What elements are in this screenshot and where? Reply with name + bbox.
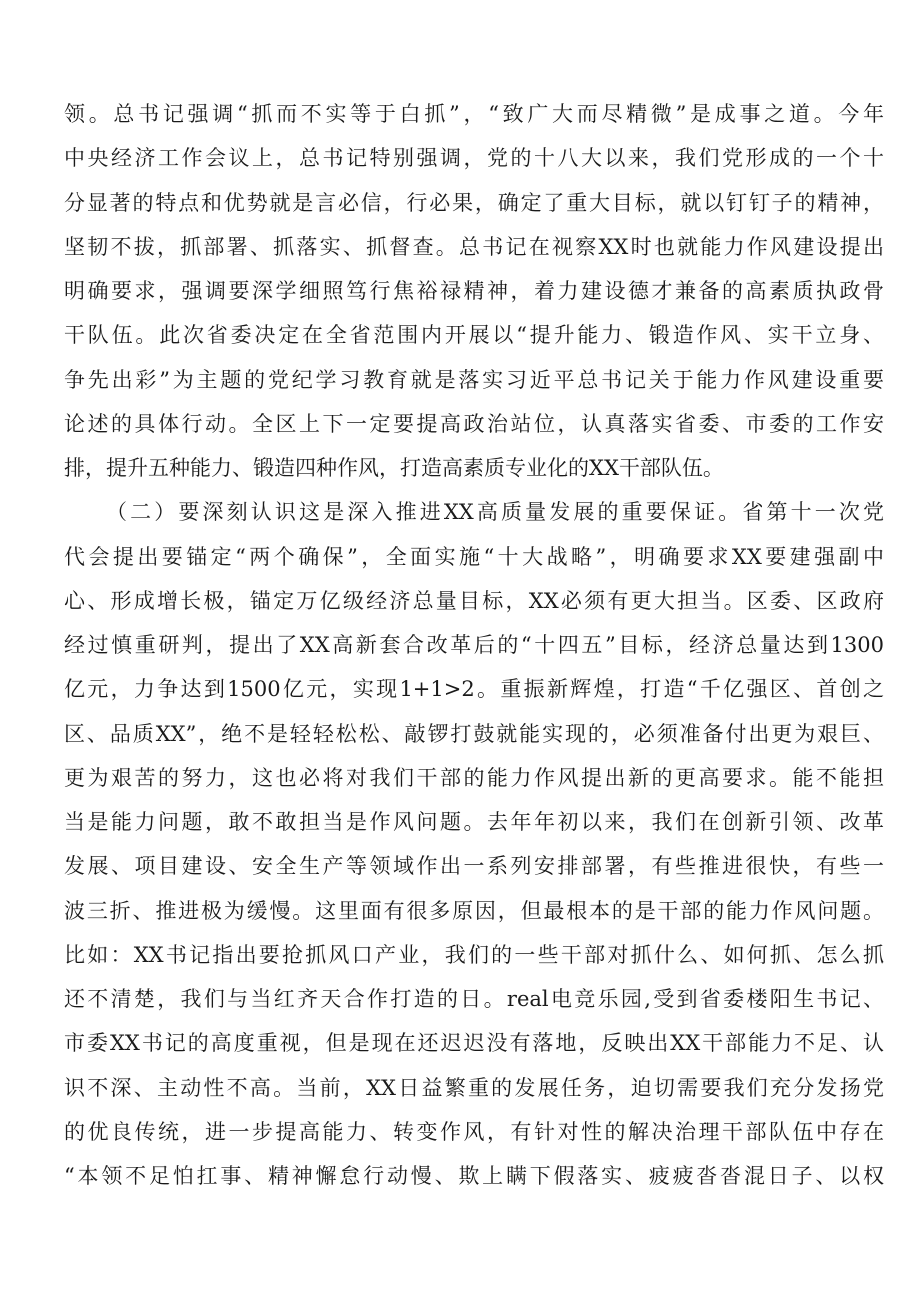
paragraph-2-line-12: 还不清楚，我们与当红齐天合作打造的日。real电竞乐园,受到省委楼阳生书记、 — [64, 987, 884, 1011]
paragraph-1-line-3: 分显著的特点和优势就是言必信，行必果，确定了重大目标，就以钉钉子的精神， — [64, 190, 884, 215]
paragraph-1-line-9: 排，提升五种能力、锻造四种作风，打造高素质专业化的XX干部队伍。 — [64, 456, 724, 480]
paragraph-2-line-7: 更为艰苦的努力，这也必将对我们干部的能力作风提出新的更高要求。能不能担 — [64, 765, 884, 790]
paragraph-2-line-1: （二）要深刻认识这是深入推进XX高质量发展的重要保证。省第十一次党 — [106, 500, 884, 525]
paragraph-2-line-4: 经过慎重研判，提出了XX高新套合改革后的“十四五”目标，经济总量达到1300 — [64, 633, 884, 657]
paragraph-1-line-1: 领。总书记强调“抓而不实等于白抓”，“致广大而尽精微”是成事之道。今年 — [64, 102, 884, 126]
paragraph-2-line-9: 发展、项目建设、安全生产等领域作出一系列安排部署，有些推进很快，有些一 — [64, 854, 884, 879]
paragraph-1-line-6: 干队伍。此次省委决定在全省范围内开展以“提升能力、锻造作风、实干立身、 — [64, 323, 884, 348]
paragraph-2-line-15: 的优良传统，进一步提高能力、转变作风，有针对性的解决治理干部队伍中存在 — [64, 1119, 884, 1144]
paragraph-2-line-16: “本领不足怕扛事、精神懈怠行动慢、欺上瞒下假落实、疲疲沓沓混日子、以权 — [64, 1164, 884, 1188]
paragraph-2-line-14: 识不深、主动性不高。当前，XX日益繁重的发展任务，迫切需要我们充分发扬党 — [64, 1075, 884, 1100]
paragraph-2-line-5: 亿元，力争达到1500亿元，实现1+1>2。重振新辉煌，打造“千亿强区、首创之 — [64, 677, 884, 702]
paragraph-1-line-4: 坚韧不拔，抓部署、抓落实、抓督查。总书记在视察XX时也就能力作风建设提出 — [64, 234, 884, 259]
paragraph-1-line-5: 明确要求，强调要深学细照笃行焦裕禄精神，着力建设德才兼备的高素质执政骨 — [64, 279, 884, 303]
paragraph-2-line-10: 波三折、推进极为缓慢。这里面有很多原因，但最根本的是干部的能力作风问题。 — [64, 898, 884, 923]
paragraph-2-line-2: 代会提出要锚定“两个确保”，全面实施“十大战略”，明确要求XX要建强副中 — [64, 544, 884, 569]
paragraph-2-line-8: 当是能力问题，敢不敢担当是作风问题。去年年初以来，我们在创新引领、改革 — [64, 810, 884, 834]
paragraph-2-line-3: 心、形成增长极，锚定万亿级经济总量目标，XX必须有更大担当。区委、区政府 — [64, 588, 884, 613]
paragraph-1-line-8: 论述的具体行动。全区上下一定要提高政治站位，认真落实省委、市委的工作安 — [64, 411, 884, 436]
paragraph-1-line-2: 中央经济工作会议上，总书记特别强调，党的十八大以来，我们党形成的一个十 — [64, 146, 884, 171]
paragraph-2-line-6: 区、品质XX”，绝不是轻轻松松、敲锣打鼓就能实现的，必须准备付出更为艰巨、 — [64, 721, 884, 746]
paragraph-2-line-13: 市委XX书记的高度重视，但是现在还迟迟没有落地，反映出XX干部能力不足、认 — [64, 1031, 884, 1056]
paragraph-1-line-7: 争先出彩”为主题的党纪学习教育就是落实习近平总书记关于能力作风建设重要 — [64, 367, 884, 392]
document-body — [64, 92, 884, 1198]
paragraph-2-line-11: 比如：XX书记指出要抢抓风口产业，我们的一些干部对抓什么、如何抓、怎么抓 — [64, 942, 884, 967]
